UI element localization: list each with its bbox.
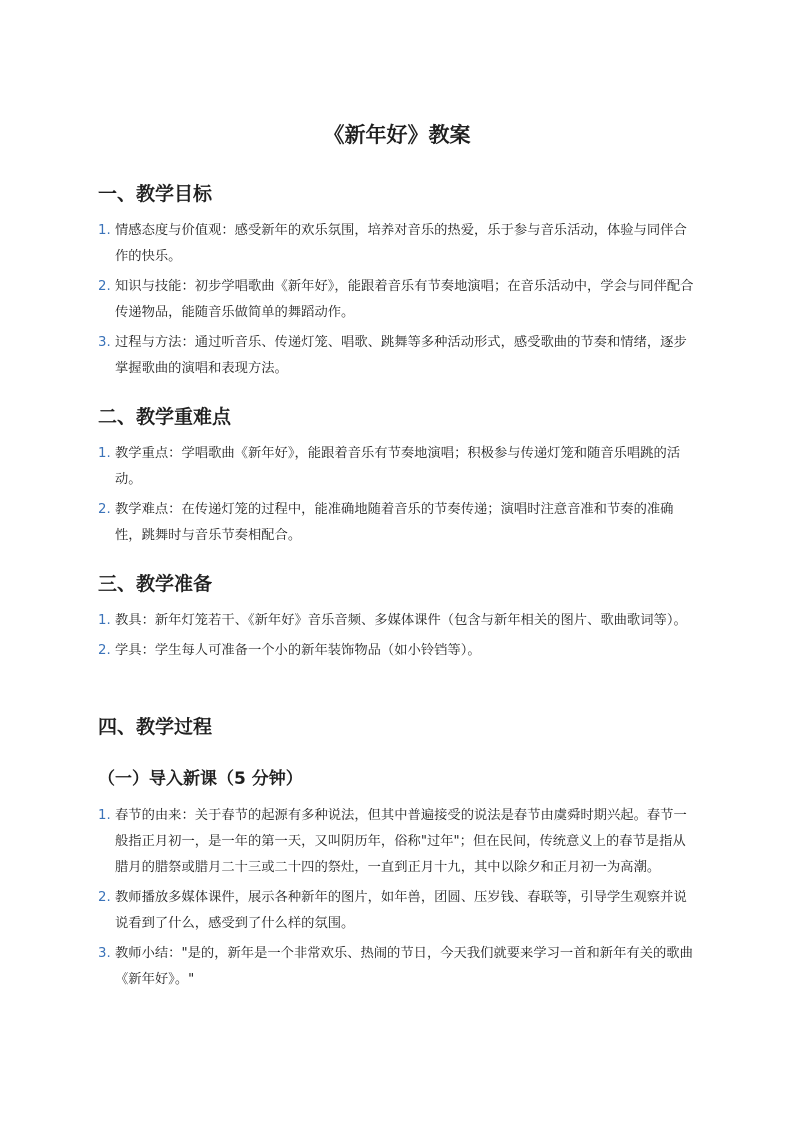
list-item bbox=[98, 638, 698, 664]
list-item-number: 1. bbox=[98, 808, 111, 823]
list-item bbox=[98, 330, 698, 382]
list-item-number: 2. bbox=[98, 890, 111, 905]
list-item bbox=[98, 497, 698, 549]
list-item-text: 学具：学生每人可准备一个小的新年装饰物品（如小铃铛等）。 bbox=[115, 643, 481, 658]
list-item bbox=[98, 441, 698, 493]
document-title: 《新年好》教案 bbox=[323, 123, 471, 147]
section-heading-teaching-process: 四、教学过程 bbox=[98, 716, 213, 738]
list-item bbox=[98, 803, 698, 881]
list-item-text: 教具：新年灯笼若干、《新年好》音乐音频、多媒体课件（包含与新年相关的图片、歌曲歌词等）。 bbox=[115, 613, 687, 628]
section-heading-key-difficulties: 二、教学重难点 bbox=[98, 406, 232, 428]
list-item bbox=[98, 274, 698, 326]
list-item-text: 教学重点：学唱歌曲《新年好》，能跟着音乐有节奏地演唱；积极参与传递灯笼和随音乐唱跳的活动。 bbox=[115, 446, 681, 487]
list-item bbox=[98, 608, 698, 634]
list-item-number: 3. bbox=[98, 946, 111, 961]
list-item-text: 知识与技能：初步学唱歌曲《新年好》，能跟着音乐有节奏地演唱；在音乐活动中，学会与同伴配合传递物品，能随音乐做简单的舞蹈动作。 bbox=[115, 279, 694, 320]
introduction-steps-list bbox=[98, 803, 698, 993]
list-item-text: 教师小结："是的，新年是一个非常欢乐、热闹的节日，今天我们就要来学习一首和新年有关的歌曲《新年好》。" bbox=[115, 946, 693, 987]
list-item-text: 情感态度与价值观：感受新年的欢乐氛围，培养对音乐的热爱，乐于参与音乐活动，体验与同伴合作的快乐。 bbox=[115, 223, 687, 264]
list-item-number: 1. bbox=[98, 446, 111, 461]
list-item-number: 1. bbox=[98, 613, 111, 628]
list-item bbox=[98, 218, 698, 270]
list-item-number: 3. bbox=[98, 335, 111, 350]
teaching-goals-list bbox=[98, 218, 698, 382]
list-item-number: 2. bbox=[98, 502, 111, 517]
list-item bbox=[98, 941, 698, 993]
list-item-text: 春节的由来：关于春节的起源有多种说法，但其中普遍接受的说法是春节由虞舜时期兴起。春节一般指正月初一，是一年的第一天，又叫阴历年，俗称"过年"；但在民间，传统意义上的春节是指从腊月的腊祭或腊月二十三或二十四的祭灶，一直到正月十九，其中以除夕和正月初一为高潮。 bbox=[115, 808, 687, 875]
preparation-list bbox=[98, 608, 698, 664]
list-item-number: 2. bbox=[98, 643, 111, 658]
list-item-number: 1. bbox=[98, 223, 111, 238]
subsection-heading-introduction: （一）导入新课（5 分钟） bbox=[98, 769, 303, 789]
list-item-text: 教学难点：在传递灯笼的过程中，能准确地随着音乐的节奏传递；演唱时注意音准和节奏的准确性，跳舞时与音乐节奏相配合。 bbox=[115, 502, 674, 543]
list-item-number: 2. bbox=[98, 279, 111, 294]
key-difficulties-list bbox=[98, 441, 698, 549]
list-item-text: 过程与方法：通过听音乐、传递灯笼、唱歌、跳舞等多种活动形式，感受歌曲的节奏和情绪，逐步掌握歌曲的演唱和表现方法。 bbox=[115, 335, 687, 376]
list-item bbox=[98, 885, 698, 937]
list-item-text: 教师播放多媒体课件，展示各种新年的图片，如年兽，团圆、压岁钱、春联等，引导学生观察并说说看到了什么，感受到了什么样的氛围。 bbox=[115, 890, 687, 931]
section-heading-teaching-goals: 一、教学目标 bbox=[98, 183, 213, 205]
section-heading-preparation: 三、教学准备 bbox=[98, 573, 213, 595]
